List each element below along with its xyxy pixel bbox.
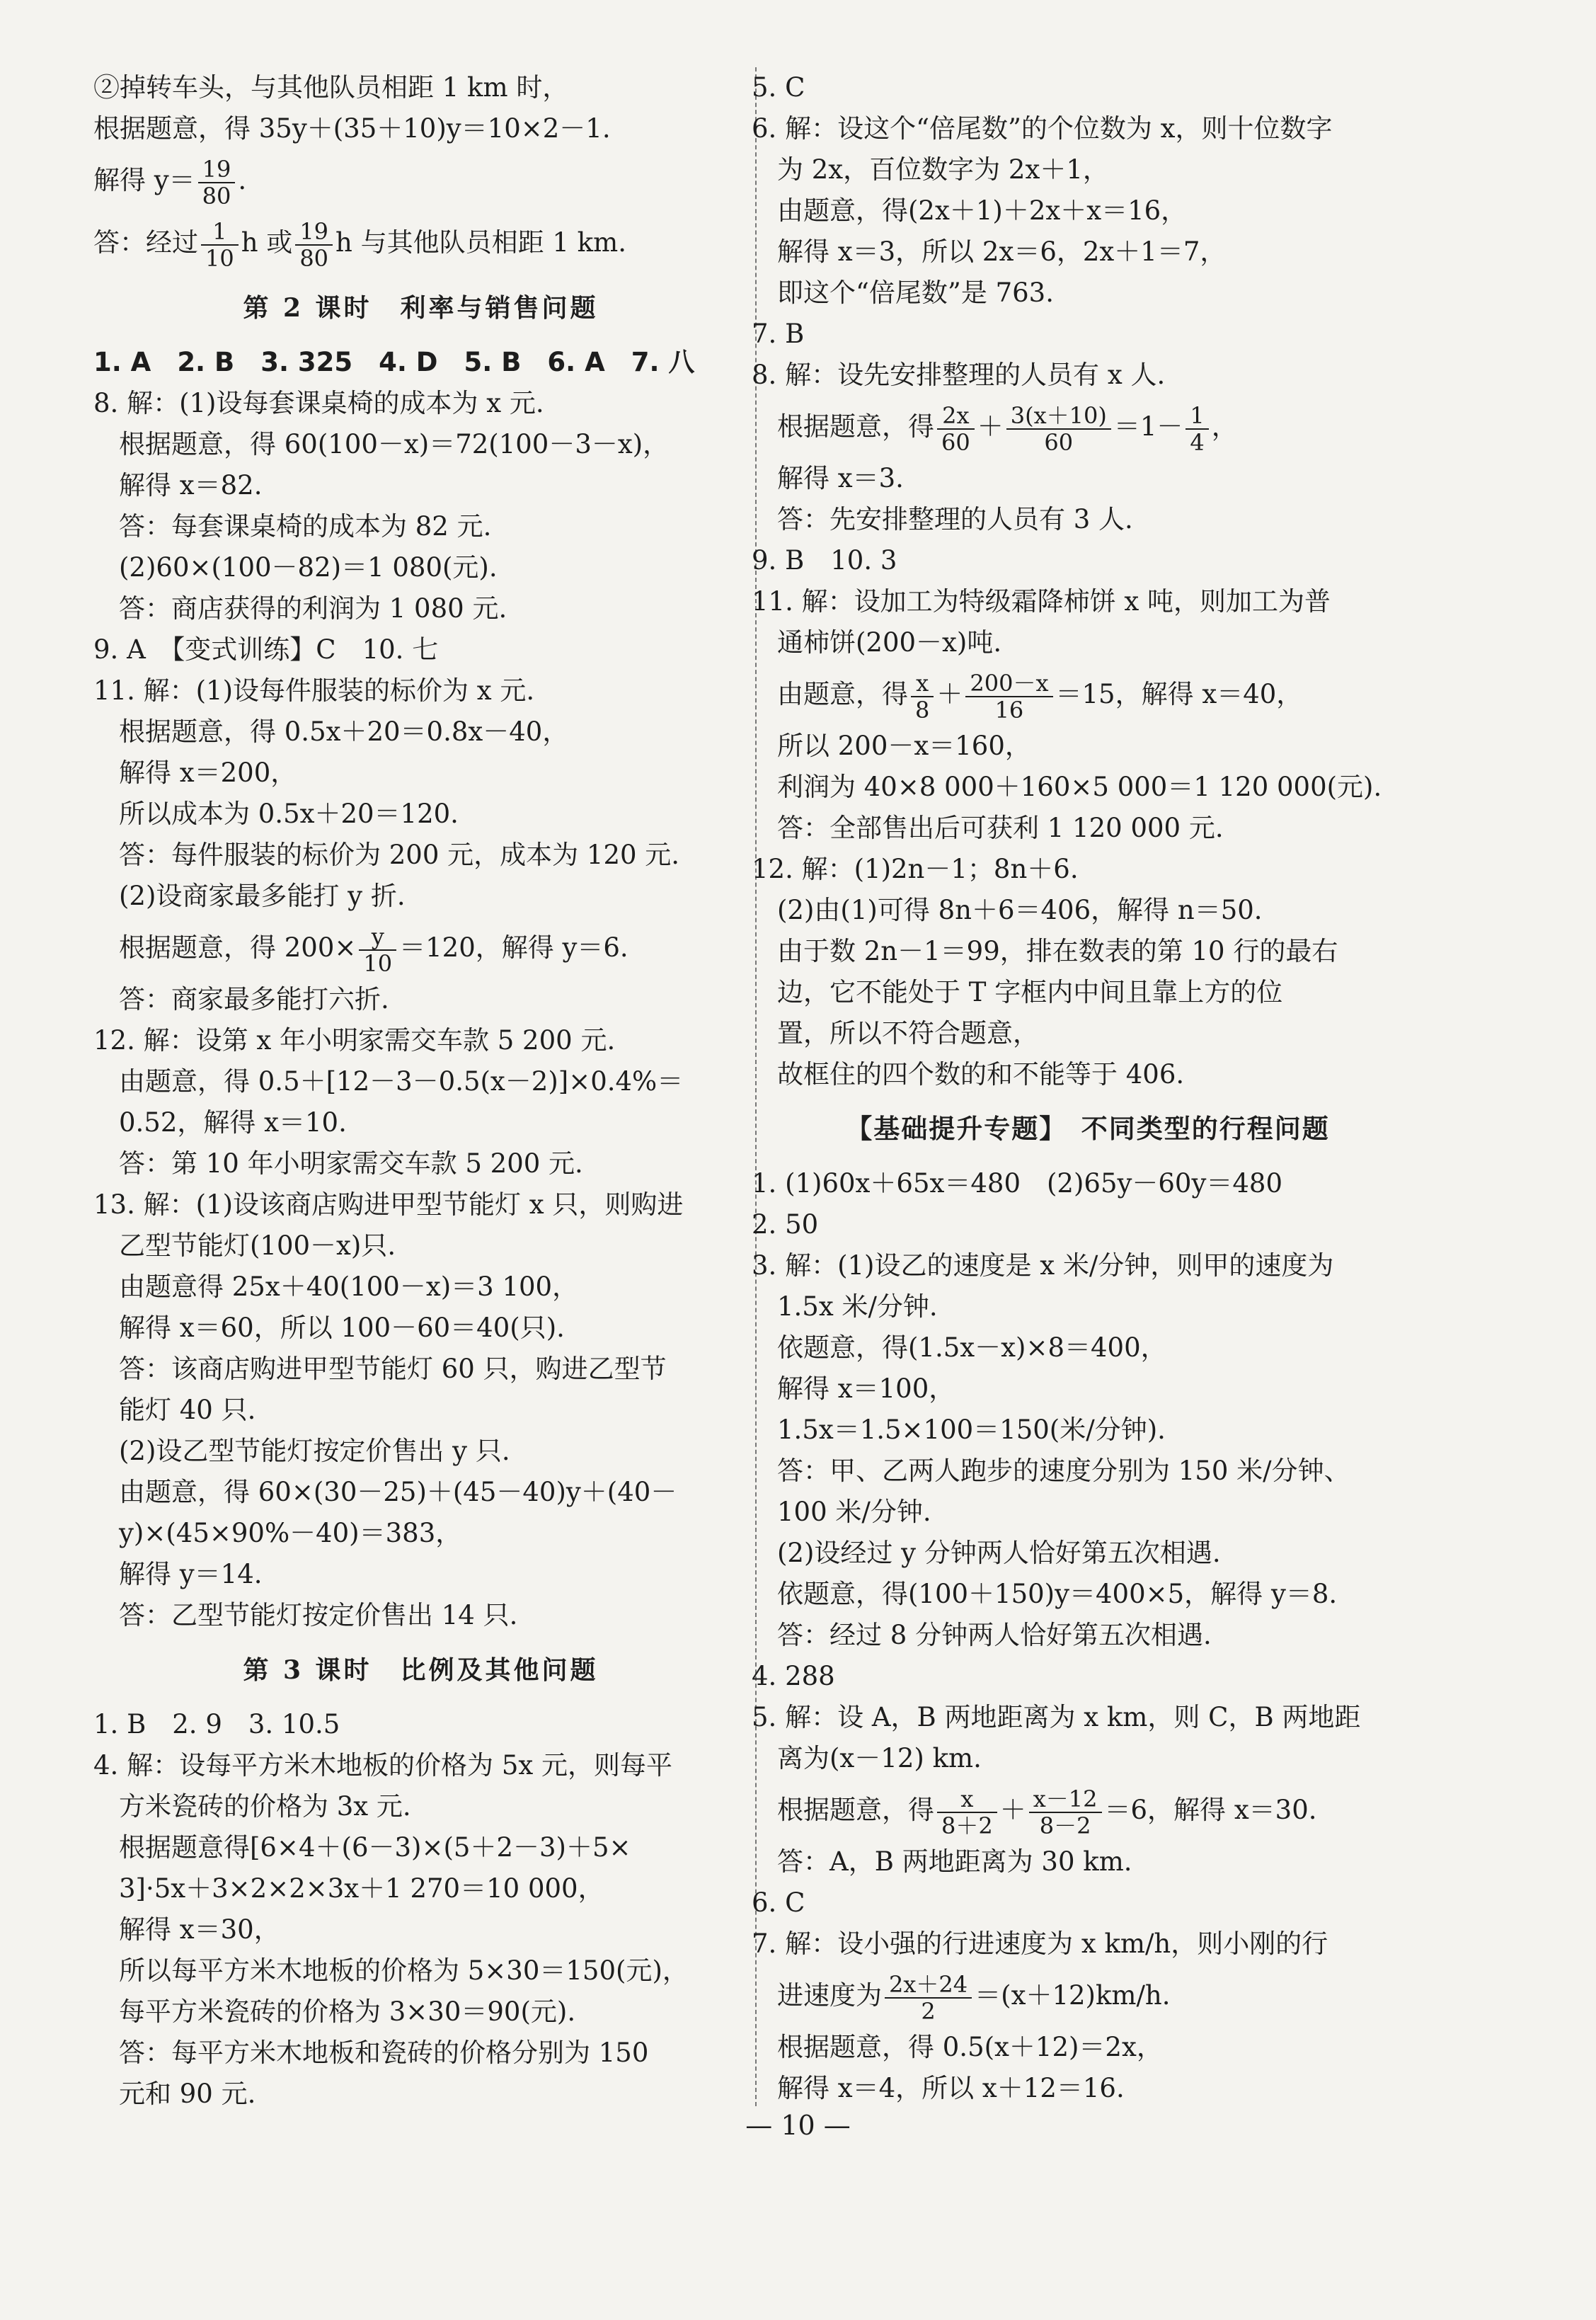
text-line: 根据题意得[6×4＋(6－3)×(5＋2－3)＋5× <box>119 1832 631 1863</box>
text-line: (2)设乙型节能灯按定价售出 y 只. <box>119 1436 510 1466</box>
fraction: $\frac{2x}{60}$ <box>937 403 975 455</box>
text-line: 答：商家最多能打六折. <box>119 984 389 1015</box>
text-line: 根据题意，得 0.5(x＋12)＝2x， <box>777 2032 1163 2062</box>
text-line: 5. 解：设 A，B 两地距离为 x km，则 C，B 两地距 <box>752 1702 1361 1732</box>
text-line: 乙型节能灯(100－x)只. <box>119 1230 396 1261</box>
answer-line: 1. A 2. B 3. 325 4. D 5. B 6. A 7. 八 <box>93 347 695 377</box>
section-heading: 第 2 课时 利率与销售问题 <box>243 293 599 323</box>
text-line: 7. 解：设小强的行进速度为 x km/h，则小刚的行 <box>752 1928 1328 1959</box>
text-line: 12. 解：(1)2n－1；8n＋6. <box>752 854 1079 884</box>
fraction: $\frac{200-x}{16}$ <box>965 670 1052 723</box>
text-line: 8. 解：设先安排整理的人员有 x 人. <box>752 360 1166 390</box>
answer-line: 7. B <box>752 319 805 349</box>
text-line: 解得 x＝100， <box>777 1373 955 1404</box>
text-line: 答：该商店购进甲型节能灯 60 只，购进乙型节 <box>119 1354 667 1384</box>
answer-line: 6. C <box>752 1887 805 1918</box>
fraction: $\frac{2x+24}{2}$ <box>885 1972 972 2024</box>
text-line: 答：甲、乙两人跑步的速度分别为 150 米/分钟、 <box>777 1456 1350 1486</box>
page-number: — 10 — <box>745 2110 851 2141</box>
text-line: 根据题意，得 $\frac{2x}{60}$ ＋ $\frac{3(x+10)}{60}$ ＝1－ $\frac{1}{4}$ ， <box>777 401 1238 456</box>
text-line: 方米瓷砖的价格为 3x 元. <box>119 1791 411 1822</box>
right-column <box>752 67 1424 2109</box>
text-line: 8. 解：(1)设每套课桌椅的成本为 x 元. <box>93 388 544 418</box>
text-line: 由于数 2n－1＝99，排在数表的第 10 行的最右 <box>777 936 1338 966</box>
text-line: 解得 x＝82. <box>119 470 263 501</box>
text-line: 100 米/分钟. <box>777 1497 931 1527</box>
fraction: $\frac{19}{80}$ <box>198 156 236 209</box>
text-line: 解得 y＝ $\frac{19}{80}$ . <box>93 155 247 210</box>
section-heading: 第 3 课时 比例及其他问题 <box>243 1655 599 1685</box>
text-line: 所以每平方米木地板的价格为 5×30＝150(元)， <box>119 1955 689 1986</box>
text-line: 解得 x＝30， <box>119 1914 280 1945</box>
text-line: 边，它不能处于 T 字框内中间且靠上方的位 <box>777 977 1283 1007</box>
answer-line: 2. 50 <box>752 1209 819 1240</box>
fraction: $\frac{1}{10}$ <box>201 219 239 271</box>
fraction: $\frac{3(x+10)}{60}$ <box>1006 403 1111 455</box>
answer-line: 1. B 2. 9 3. 10.5 <box>93 1709 340 1739</box>
text-line: 答：商店获得的利润为 1 080 元. <box>119 593 507 624</box>
text-line: 由题意，得(2x＋1)＋2x＋x＝16， <box>777 195 1188 226</box>
text-line: 答：先安排整理的人员有 3 人. <box>777 504 1133 535</box>
text-line: (2)设商家最多能打 y 折. <box>119 881 406 911</box>
text-line: 13. 解：(1)设该商店购进甲型节能灯 x 只，则购进 <box>93 1189 684 1220</box>
answer-line: 5. C <box>752 72 805 103</box>
answer-line: 4. 288 <box>752 1661 835 1691</box>
text-line: 所以 200－x＝160， <box>777 731 1031 761</box>
text-line: 通柿饼(200－x)吨. <box>777 627 1002 658</box>
text-line: 依题意，得(1.5x－x)×8＝400， <box>777 1332 1167 1363</box>
text-line: 元和 90 元. <box>119 2079 256 2109</box>
text-line: 0.52，解得 x＝10. <box>119 1107 347 1138</box>
text-line: 置，所以不符合题意， <box>777 1018 1039 1048</box>
text-line: (2)由(1)可得 8n＋6＝406，解得 n＝50. <box>777 895 1263 925</box>
text-line: 答：全部售出后可获利 1 120 000 元. <box>777 813 1224 843</box>
text-line: 即这个“倍尾数”是 763. <box>777 278 1054 308</box>
text-line: 答：经过 $\frac{1}{10}$ h 或 $\frac{19}{80}$ h 与其他队员相距 1 km. <box>93 217 626 272</box>
text-line: 根据题意，得 200× $\frac{y}{10}$ ＝120，解得 y＝6. <box>119 922 628 977</box>
text-line: 3. 解：(1)设乙的速度是 x 米/分钟，则甲的速度为 <box>752 1250 1334 1281</box>
text-line: 离为(x－12) km. <box>777 1743 982 1773</box>
text-line: (2)设经过 y 分钟两人恰好第五次相遇. <box>777 1538 1221 1568</box>
text-line: 解得 x＝60，所以 100－60＝40(只). <box>119 1313 565 1343</box>
text-line: (2)60×(100－82)＝1 080(元). <box>119 552 498 583</box>
text-line: 根据题意，得 60(100－x)＝72(100－3－x)， <box>119 429 670 459</box>
fraction: $\frac{x-12}{8-2}$ <box>1029 1786 1102 1839</box>
text-line: 答：经过 8 分钟两人恰好第五次相遇. <box>777 1620 1212 1650</box>
fraction: $\frac{y}{10}$ <box>359 924 396 976</box>
text-line: 3]·5x＋3×2×2×3x＋1 270＝10 000， <box>119 1873 604 1904</box>
text-line: 能灯 40 只. <box>119 1395 256 1425</box>
text-line: 依题意，得(100＋150)y＝400×5，解得 y＝8. <box>777 1579 1338 1609</box>
text-line: 解得 y＝14. <box>119 1559 263 1589</box>
text-line: 答：每套课桌椅的成本为 82 元. <box>119 511 492 542</box>
section-heading: 【基础提升专题】 不同类型的行程问题 <box>846 1114 1330 1144</box>
text-line: 每平方米瓷砖的价格为 3×30＝90(元). <box>119 1996 576 2027</box>
text-line: 答：乙型节能灯按定价售出 14 只. <box>119 1600 518 1630</box>
text-line: 解得 x＝3. <box>777 463 904 493</box>
answer-line: 1. (1)60x＋65x＝480 (2)65y－60y＝480 <box>752 1168 1282 1199</box>
text-line: 4. 解：设每平方米木地板的价格为 5x 元，则每平 <box>93 1750 672 1781</box>
text-line: 根据题意，得 35y＋(35＋10)y＝10×2－1. <box>93 113 611 144</box>
text-line: 所以成本为 0.5x＋20＝120. <box>119 799 459 829</box>
text-line: 12. 解：设第 x 年小明家需交车款 5 200 元. <box>93 1025 616 1056</box>
text-line: 解得 x＝4，所以 x＋12＝16. <box>777 2073 1125 2103</box>
text-line: 解得 x＝3，所以 2x＝6，2x＋1＝7， <box>777 236 1227 267</box>
text-line: 为 2x，百位数字为 2x＋1， <box>777 154 1109 185</box>
text-line: 6. 解：设这个“倍尾数”的个位数为 x，则十位数字 <box>752 113 1333 144</box>
text-line: 解得 x＝200， <box>119 758 297 788</box>
text-line: 由题意，得 0.5＋[12－3－0.5(x－2)]×0.4%＝ <box>119 1066 684 1097</box>
answer-line: 9. B 10. 3 <box>752 545 897 576</box>
text-line: 根据题意，得 0.5x＋20＝0.8x－40， <box>119 716 569 747</box>
answer-line: 9. A 【变式训练】C 10. 七 <box>93 634 439 665</box>
text-line: 由题意，得 60×(30－25)＋(45－40)y＋(40－ <box>119 1477 677 1507</box>
text-line: 1.5x＝1.5×100＝150(米/分钟). <box>777 1415 1166 1445</box>
text-line: 利润为 40×8 000＋160×5 000＝1 120 000(元). <box>777 772 1382 802</box>
text-line: 答：每平方米木地板和瓷砖的价格分别为 150 <box>119 2038 649 2068</box>
text-line: 11. 解：(1)设每件服装的标价为 x 元. <box>93 675 535 706</box>
text-line: 答：每件服装的标价为 200 元，成本为 120 元. <box>119 840 680 870</box>
fraction: $\frac{19}{80}$ <box>295 219 333 271</box>
text-line: y)×(45×90%－40)＝383， <box>119 1518 462 1548</box>
left-column <box>93 67 748 2115</box>
text-line: 进速度为 $\frac{2x+24}{2}$ ＝(x＋12)km/h. <box>777 1970 1171 2025</box>
text-line: 根据题意，得 $\frac{x}{8+2}$ ＋ $\frac{x-12}{8-2}$ ＝6，解得 x＝30. <box>777 1785 1317 1839</box>
text-line: ②掉转车头，与其他队员相距 1 km 时， <box>93 72 569 103</box>
text-line: 答：A，B 两地距离为 30 km. <box>777 1846 1132 1877</box>
text-line: 由题意，得 $\frac{x}{8}$ ＋ $\frac{200-x}{16}$ ＝15，解得 x＝40， <box>777 669 1303 724</box>
fraction: $\frac{1}{4}$ <box>1185 403 1208 455</box>
text-line: 答：第 10 年小明家需交车款 5 200 元. <box>119 1148 583 1179</box>
text-line: 1.5x 米/分钟. <box>777 1291 938 1322</box>
fraction: $\frac{x}{8+2}$ <box>937 1786 997 1839</box>
text-line: 11. 解：设加工为特级霜降柿饼 x 吨，则加工为普 <box>752 586 1331 617</box>
text-line: 由题意得 25x＋40(100－x)＝3 100， <box>119 1272 579 1302</box>
fraction: $\frac{x}{8}$ <box>911 670 934 723</box>
text-line: 故框住的四个数的和不能等于 406. <box>777 1059 1185 1090</box>
